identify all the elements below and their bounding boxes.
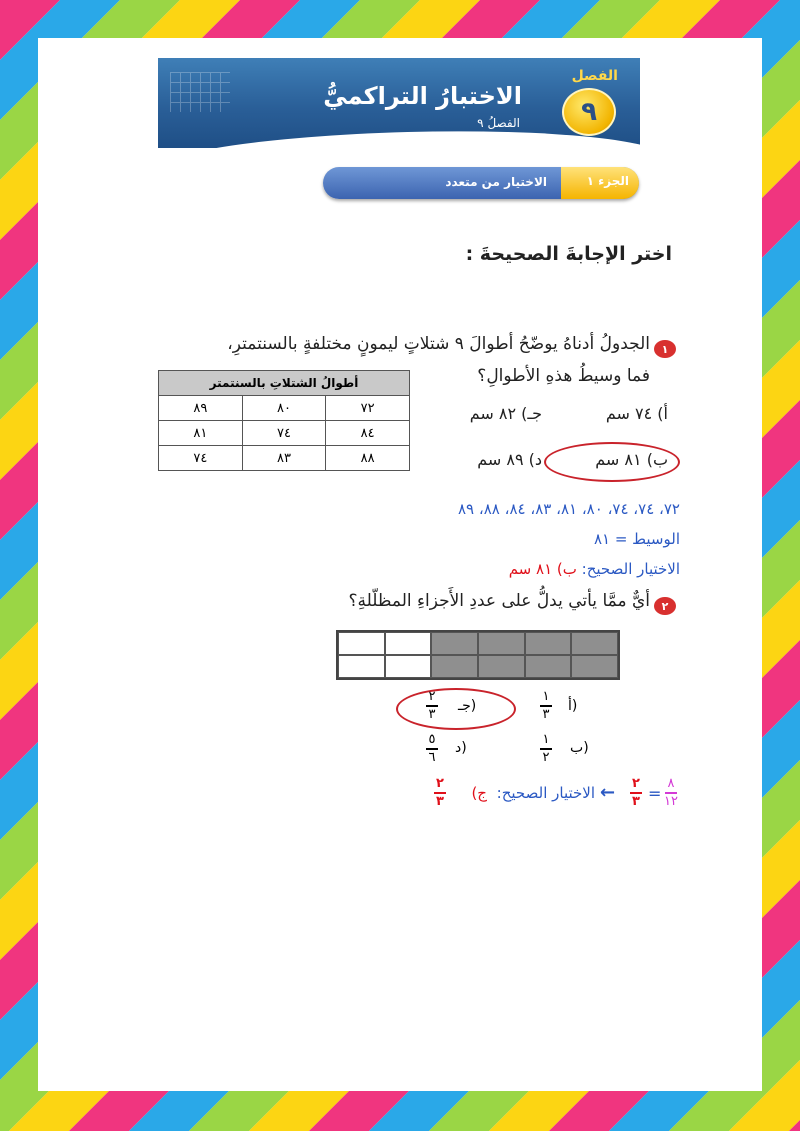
fraction-denominator: ٣: [428, 706, 436, 722]
fraction-numerator: ٢: [428, 689, 436, 704]
fraction-numerator: ٥: [428, 732, 436, 747]
shaded-cell: [431, 632, 478, 655]
q2-choice-a-letter[interactable]: أ): [568, 698, 578, 714]
table-cell: ٨٩: [159, 396, 243, 421]
q1-sorted-values: ٧٢، ٧٤، ٧٤، ٨٠، ٨١، ٨٣، ٨٤، ٨٨، ٨٩: [458, 500, 680, 518]
q1-answer-label: الاختيار الصحيح:: [581, 560, 680, 578]
q2-solution-fraction-2: [630, 777, 642, 809]
shaded-cell: [478, 655, 525, 678]
fraction-numerator: ١: [542, 689, 550, 704]
fraction-denominator: ٢: [542, 749, 550, 765]
shaded-cell: [525, 632, 572, 655]
q1-choice-b[interactable]: ب) ٨١ سم: [595, 450, 668, 469]
fraction-numerator: ٨: [667, 776, 675, 791]
fraction-model-grid: [336, 630, 620, 680]
q1-choice-d[interactable]: د) ٨٩ سم: [477, 450, 542, 469]
banner-subtitle: الفصلُ ٩: [477, 116, 520, 130]
table-row: [159, 421, 410, 446]
fraction-denominator: ٣: [632, 793, 640, 809]
q2-choice-a-fraction[interactable]: [540, 690, 552, 722]
unshaded-cell: [338, 655, 385, 678]
q2-choice-d-letter[interactable]: د): [455, 740, 467, 756]
banner-grid-decoration: [170, 72, 230, 112]
table-cell: ٨١: [159, 421, 243, 446]
instruction-heading: اختر الإجابةَ الصحيحةَ :: [465, 243, 672, 265]
q2-solution-equals: =: [648, 784, 662, 803]
table-cell: ٧٢: [326, 396, 410, 421]
q2-answer-fraction: [434, 777, 446, 809]
shaded-cell: [571, 632, 618, 655]
q2-choice-c-letter[interactable]: جـ): [458, 698, 477, 714]
table-cell: ٨٣: [242, 446, 326, 471]
q2-answer-label: الاختيار الصحيح:: [496, 784, 595, 802]
table-cell: ٧٤: [159, 446, 243, 471]
q2-correct-answer-circle: [396, 688, 516, 730]
q2-choice-d-fraction[interactable]: [426, 733, 438, 765]
q2-answer-letter: ج): [471, 784, 487, 802]
banner-wave: [158, 125, 640, 148]
q2-solution-fraction-1: [664, 777, 678, 809]
q2-solution-arrow-icon: ←: [600, 782, 616, 803]
q2-choice-c-fraction[interactable]: [426, 690, 438, 722]
fraction-numerator: ٢: [632, 776, 640, 791]
section-part-label: الجزء ١: [586, 174, 629, 188]
chapter-banner: [158, 58, 640, 148]
fraction-denominator: ٦: [428, 749, 436, 765]
shaded-cell: [478, 632, 525, 655]
fraction-denominator: ١٢: [664, 793, 678, 809]
question-1-number: ١: [654, 340, 676, 358]
q1-answer-value: ب) ٨١ سم: [508, 560, 577, 578]
seedling-lengths-table: [158, 370, 410, 471]
q2-choice-b-fraction[interactable]: [540, 733, 552, 765]
fraction-numerator: ١: [542, 732, 550, 747]
unshaded-cell: [385, 655, 432, 678]
q1-answer-line: [509, 560, 680, 578]
fraction-denominator: ٣: [436, 793, 444, 809]
question-2-number: ٢: [654, 597, 676, 615]
chapter-label: الفصل: [571, 68, 618, 84]
chapter-number-badge: ٩: [562, 88, 616, 136]
table-cell: ٨٤: [326, 421, 410, 446]
shaded-cell: [431, 655, 478, 678]
q1-choice-a[interactable]: أ) ٧٤ سم: [605, 404, 668, 423]
fraction-denominator: ٣: [542, 706, 550, 722]
table-cell: ٨٨: [326, 446, 410, 471]
shaded-cell: [571, 655, 618, 678]
question-1-line-2: فما وسيطُ هذهِ الأطوالِ؟: [477, 366, 650, 386]
shaded-cell: [525, 655, 572, 678]
table-row: [159, 446, 410, 471]
section-pill: [323, 167, 639, 199]
section-title: الاختيار من متعدد: [445, 175, 547, 189]
q1-choice-c[interactable]: جـ) ٨٢ سم: [469, 404, 542, 423]
table-cell: ٧٤: [242, 421, 326, 446]
table-row: [159, 396, 410, 421]
unshaded-cell: [385, 632, 432, 655]
question-2-text: أيٌّ ممَّا يأتي يدلُّ على عددِ الأَجزاءِ المظلّلةِ؟: [348, 591, 650, 611]
q1-median: الوسيط = ٨١: [593, 530, 680, 548]
fraction-numerator: ٢: [436, 776, 444, 791]
table-header: أطوالُ الشتلاتِ بالسنتمتر: [159, 371, 410, 396]
table-cell: ٨٠: [242, 396, 326, 421]
section-part-tab: [561, 167, 639, 199]
banner-title: الاختبارُ التراكميُّ: [323, 82, 522, 110]
q2-choice-b-letter[interactable]: ب): [570, 740, 589, 756]
unshaded-cell: [338, 632, 385, 655]
question-1-line-1: الجدولُ أدناهُ يوضّحُ أطوالَ ٩ شتلاتٍ ليمونٍ مختلفةٍ بالسنتمترِ،: [227, 334, 650, 354]
